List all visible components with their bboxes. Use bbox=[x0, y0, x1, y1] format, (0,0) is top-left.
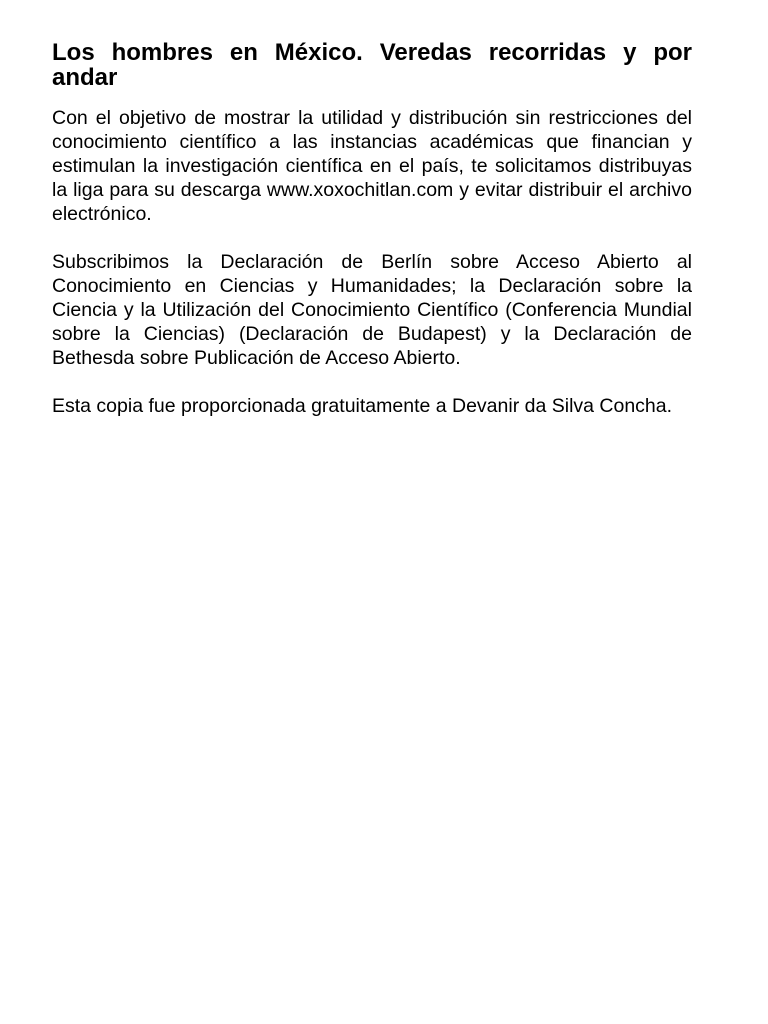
distribution-notice-paragraph: Con el objetivo de mostrar la utilidad y distribución sin restricciones del conocimiento científico a las instancias académicas que financian y estimulan la investigación científica en el país, te solicitamos distribuyas la liga para su descarga www.xoxochitlan.com y evitar distribuir el archivo electrónico. bbox=[52, 107, 692, 225]
open-access-declaration-paragraph: Subscribimos la Declaración de Berlín sobre Acceso Abierto al Conocimiento en Ciencias y Humanidades; la Declaración sobre la Ciencia y la Utilización del Conocimiento Científico (Conferencia Mundial sobre la Ciencias) (Declaración de Budapest) y la Declaración de Bethesda sobre Publicación de Acceso Abierto. bbox=[52, 251, 692, 369]
copy-recipient-paragraph: Esta copia fue proporcionada gratuitamente a Devanir da Silva Concha. bbox=[52, 395, 673, 417]
document-title: Los hombres en México. Veredas recorridas y por andar bbox=[52, 39, 692, 91]
document-page bbox=[52, 40, 692, 442]
